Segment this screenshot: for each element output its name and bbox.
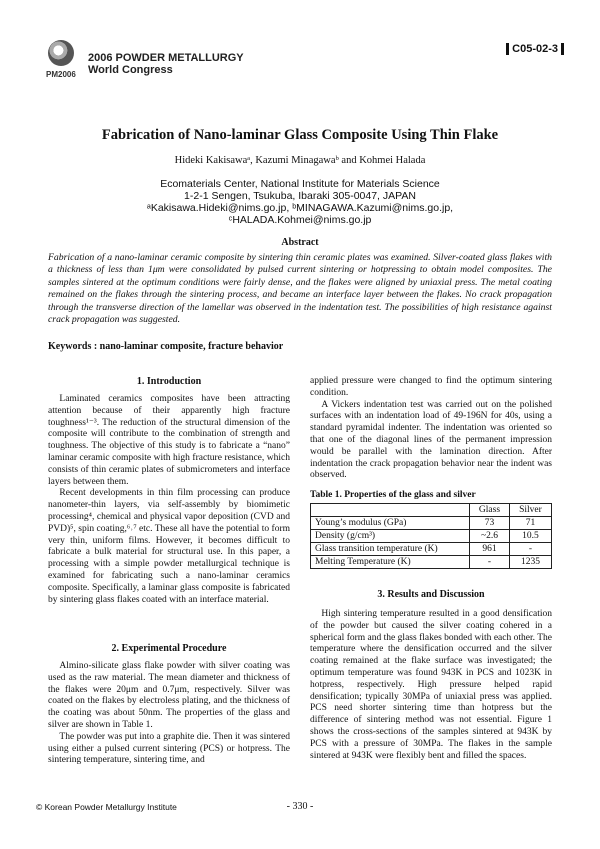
table-cell: Melting Temperature (K) [311, 556, 470, 569]
procedure-continued: applied pressure were changed to find the optimum sintering condition. [310, 376, 552, 398]
table-header-row [311, 504, 552, 517]
affiliation [0, 178, 600, 226]
affiliation-line4: ᶜHALADA.Kohmei@nims.go.jp [228, 214, 372, 226]
abstract-heading: Abstract [281, 237, 319, 248]
authors: Hideki Kakisawaᵃ, Kazumi Minagawaᵇ and Kohmei Halada [174, 155, 426, 166]
pm2006-logo [44, 40, 84, 84]
table-header-cell: Glass [470, 504, 510, 517]
experimental-body [48, 661, 290, 767]
table-cell: - [509, 543, 551, 556]
conference-line1: 2006 POWDER METALLURGY [88, 52, 244, 64]
table-row [311, 530, 552, 543]
table-cell: ~2.6 [470, 530, 510, 543]
intro-paragraph-2: Recent developments in thin film processing can produce nanometer-thin layers, via self-assembly by biomimetic processing⁴, chemical and physical vapor deposition (CVD and PVD)⁵, spin coating,⁶˒⁷ etc. These all have the potential to form very thin, uniform films. However, it becomes difficult to fabricate a bulk material for structural use. In this paper, a processing with a simple powder metallurgical technique is examined for fabricating such a nano-laminar ceramics composite. Specifically, a laminar glass composite is fabricated by sintering glass flakes coated with an interface material. [48, 488, 290, 605]
results-paragraph-1: High sintering temperature resulted in a good densification of the powder but caused the silver coating cohered in a spherical form and the glass flakes bonded with each other. The temperature where the densification occurred and the silver coating remained at the flake surface was investigated; the optimum temperature was found 943K in PCS and 1023K in hotpress, respectively. High pressure helped rapid densification; typically 30MPa of uniaxial press was applied. PCS need shorter sintering time than hotpress but the difference of sintering method was not essential. Figure 1 shows the cross-sections of the samples sintered at 943K by PCS with a pressure of 30MPa. The flakes in the sample sintered at 943K were flexibly bent and filled the spaces. [310, 609, 552, 761]
experimental-heading: 2. Experimental Procedure [111, 643, 227, 654]
table-header-cell [311, 504, 470, 517]
conference-name [88, 52, 244, 76]
results-heading: 3. Results and Discussion [377, 589, 485, 600]
table-cell: Young’s modulus (GPa) [311, 517, 470, 530]
table-cell: - [470, 556, 510, 569]
conference-line2: World Congress [88, 64, 173, 76]
right-column-top [310, 376, 552, 482]
table-header-cell: Silver [509, 504, 551, 517]
table-row [311, 556, 552, 569]
experimental-paragraph-2: The powder was put into a graphite die. Then it was sintered using either a pulsed current sintering (PCS) or hotpress. The sintering temperature, sintering time, and [48, 731, 290, 766]
table1-caption: Table 1. Properties of the glass and silver [310, 490, 476, 500]
intro-heading: 1. Introduction [136, 376, 202, 387]
properties-table [310, 503, 552, 569]
copyright: © Korean Powder Metallurgy Institute [36, 802, 177, 812]
table-row [311, 517, 552, 530]
table-cell: Density (g/cm³) [311, 530, 470, 543]
table-row [311, 543, 552, 556]
table-cell: 73 [470, 517, 510, 530]
intro-paragraph-1: Laminated ceramics composites have been attracting attention because of their apparently high fracture toughness¹⁻³. The reduction of the structural dimension of the composite will contribute to the combination of strength and toughness. The objective of this study is to fabricate a “nano” laminar ceramic composite with high fracture resistance, which consists of thin ceramic plates of submicrometers and interface layers between them. [48, 394, 290, 487]
abstract-text: Fabrication of a nano-laminar ceramic composite by sintering thin ceramic plates was examined. Silver-coated glass flakes with a thickness of less than 1μm were consolidated by pulsed current sintering or hotpressing to obtain model composites. The samples sintered at the optimum conditions were fairly dense, and the flakes were aligned by uniaxial press. The metal coating remained on the flakes through the sintering process, and became an interface layer between the flakes. No crack propagation through the transverse direction of the lamellar was observed in the indentation test. The possibilities of high resistance against crack propagation was suggested. [48, 252, 552, 326]
keywords: Keywords : nano-laminar composite, fracture behavior [48, 341, 284, 352]
table-cell: 10.5 [509, 530, 551, 543]
paper-title: Fabrication of Nano-laminar Glass Composite Using Thin Flake [101, 127, 499, 143]
affiliation-line2: 1-2-1 Sengen, Tsukuba, Ibaraki 305-0047, JAPAN [184, 190, 416, 202]
intro-body [48, 394, 290, 606]
logo-emblem-icon [48, 40, 74, 66]
affiliation-line3: ᵃKakisawa.Hideki@nims.go.jp, ᵇMINAGAWA.Kazumi@nims.go.jp, [146, 202, 454, 214]
table-cell: 1235 [509, 556, 551, 569]
table-cell: 961 [470, 543, 510, 556]
experimental-paragraph-1: Almino-silicate glass flake powder with silver coating was used as the raw material. The mean diameter and thickness of the flakes were 20μm and 0.7μm, respectively. Silver was coated on the flakes by electroless plating, and the thickness of the coating was about 50nm. The properties of the glass and silver are shown in Table 1. [48, 661, 290, 730]
affiliation-line1: Ecomaterials Center, National Institute for Materials Science [160, 178, 440, 190]
results-body [310, 609, 552, 762]
vickers-paragraph: A Vickers indentation test was carried out on the polished surfaces with an indentation load of 49-196N for 40s, using a standard pyramidal indenter. The indentation was oriented so that one of the diagonal lines of the permanent impression would be parallel with the lamination direction. After indentation the crack propagation behavior near the indent was observed. [310, 399, 552, 481]
page-number: - 330 - [286, 801, 314, 812]
table-cell: 71 [509, 517, 551, 530]
table-cell: Glass transition temperature (K) [311, 543, 470, 556]
paper-code: C05-02-3 [506, 43, 564, 55]
logo-text: PM2006 [46, 70, 76, 79]
